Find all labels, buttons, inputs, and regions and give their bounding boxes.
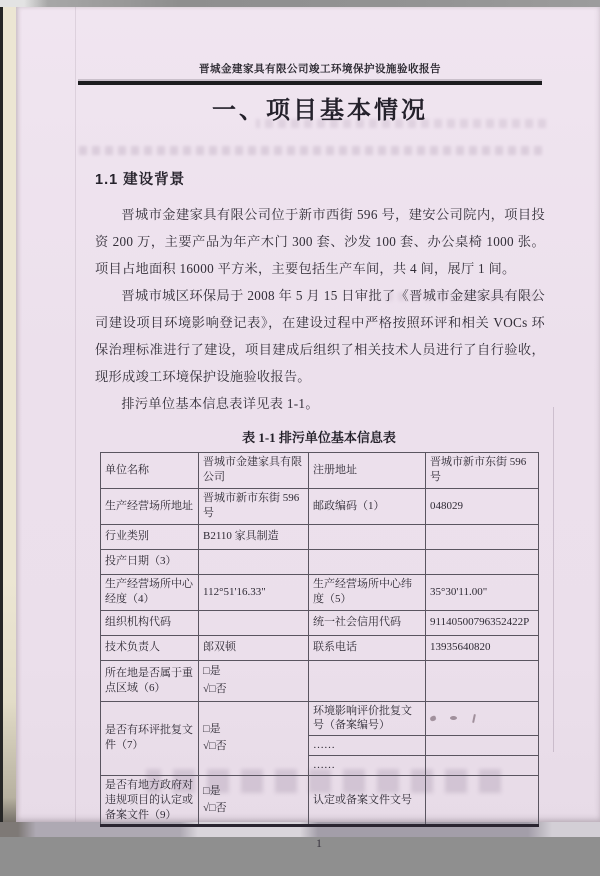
handwriting-smudge (429, 715, 436, 721)
cell-longitude-label: 生产经营场所中心经度（4） (101, 574, 199, 610)
cell-empty (309, 524, 426, 549)
table-row (101, 549, 539, 574)
checkbox-no-checked: √□否 (203, 682, 227, 695)
table-row (101, 635, 539, 660)
cell-empty (426, 524, 539, 549)
checkbox-no-checked: √□否 (203, 740, 227, 753)
cell-eia-doc-number-label: 环境影响评价批复文号（备案编号） (309, 701, 426, 736)
cell-tech-lead-value: 郎双顿 (199, 635, 309, 660)
cell-reg-address-label: 注册地址 (309, 452, 426, 488)
basic-info-table (100, 452, 539, 828)
cell-unit-name-label: 单位名称 (101, 452, 199, 488)
body-paragraph: 晋城市金建家具有限公司位于新市西街 596 号，建安公司院内，项目投资 200 万，主要产品为年产木门 300 套、沙发 100 套、办公桌椅 1000 张。项目占地面积 16000 平方米，主要包括生产车间，共 4 间，展厅 1 间。 (95, 206, 545, 276)
cell-industry-value: B2110 家具制造 (199, 524, 309, 549)
cell-eia-approval-checkboxes (199, 701, 309, 775)
cell-reg-address-value: 晋城市新市东街 596 号 (426, 452, 539, 488)
cell-site-address-value: 晋城市新市东街 596 号 (199, 488, 309, 524)
running-header: 晋城金建家具有限公司竣工环境保护设施验收报告 (199, 64, 441, 75)
cell-longitude-value: 112°51'16.33" (199, 574, 309, 610)
table-row (101, 660, 539, 701)
table-row (101, 488, 539, 524)
body-paragraph: 晋城市城区环保局于 2008 年 5 月 15 日审批了《晋城市金建家具有限公司建设项目环境影响登记表》，在建设过程中严格按照环评和相关 VOCs 环保治理标准进行了建设，项目建成后组织了相关技术人员进行了自行验收，现形成竣工环境保护设施验收报告。 (95, 287, 545, 384)
cell-recognition-doc-number-label: 认定或备案文件文号 (309, 775, 426, 826)
cell-postcode-value: 048029 (426, 488, 539, 524)
table-row (101, 775, 539, 826)
cell-empty (199, 549, 309, 574)
cell-empty (199, 610, 309, 635)
body-paragraph: 排污单位基本信息表详见表 1-1。 (121, 395, 319, 411)
cell-gov-recognition-checkboxes (199, 775, 309, 826)
cell-empty (426, 775, 539, 826)
checkbox-yes: □是 (203, 723, 221, 736)
scanned-paper (16, 7, 600, 851)
cell-key-region-label: 所在地是否属于重点区域（6） (101, 660, 199, 701)
cell-key-region-checkboxes (199, 660, 309, 701)
cell-postcode-label: 邮政编码（1） (309, 488, 426, 524)
cell-empty (426, 736, 539, 756)
cell-empty (426, 756, 539, 776)
cell-empty (309, 660, 426, 701)
cell-phone-value: 13935640820 (426, 635, 539, 660)
cell-org-code-label: 组织机构代码 (101, 610, 199, 635)
table-row (101, 452, 539, 488)
cell-latitude-label: 生产经营场所中心纬度（5） (309, 574, 426, 610)
cell-ellipsis: …… (309, 736, 426, 756)
table-row (101, 610, 539, 635)
header-rule (78, 81, 542, 85)
table-row (101, 574, 539, 610)
underlying-page-stack-edge (3, 7, 16, 822)
cell-credit-code-value: 91140500796352422P (426, 610, 539, 635)
page-number: 1 (316, 836, 322, 851)
cell-unit-name-value: 晋城市金建家具有限公司 (199, 452, 309, 488)
section-heading: 1.1 建设背景 (95, 171, 186, 188)
cell-ellipsis: …… (309, 756, 426, 776)
cell-eia-approval-label: 是否有环评批复文件（7） (101, 701, 199, 775)
cell-latitude-value: 35°30'11.00" (426, 574, 539, 610)
cell-empty (426, 549, 539, 574)
scanner-bed-top-edge (0, 0, 600, 7)
table-row (101, 701, 539, 736)
chapter-title: 一、项目基本情况 (212, 97, 428, 124)
checkbox-no-checked: √□否 (203, 802, 227, 815)
checkbox-yes: □是 (203, 785, 221, 798)
cell-handwritten-marks (426, 701, 539, 736)
cell-industry-label: 行业类别 (101, 524, 199, 549)
handwriting-smudge (472, 714, 476, 723)
handwriting-smudge (450, 716, 457, 720)
cell-tech-lead-label: 技术负责人 (101, 635, 199, 660)
table-caption: 表 1-1 排污单位基本信息表 (242, 429, 396, 445)
cell-credit-code-label: 统一社会信用代码 (309, 610, 426, 635)
table-row (101, 524, 539, 549)
cell-empty (426, 660, 539, 701)
cell-empty (309, 549, 426, 574)
cell-phone-label: 联系电话 (309, 635, 426, 660)
checkbox-yes: □是 (203, 665, 221, 678)
cell-production-date-label: 投产日期（3） (101, 549, 199, 574)
cell-site-address-label: 生产经营场所地址 (101, 488, 199, 524)
cell-gov-recognition-label: 是否有地方政府对违规项目的认定或备案文件（9） (101, 775, 199, 826)
